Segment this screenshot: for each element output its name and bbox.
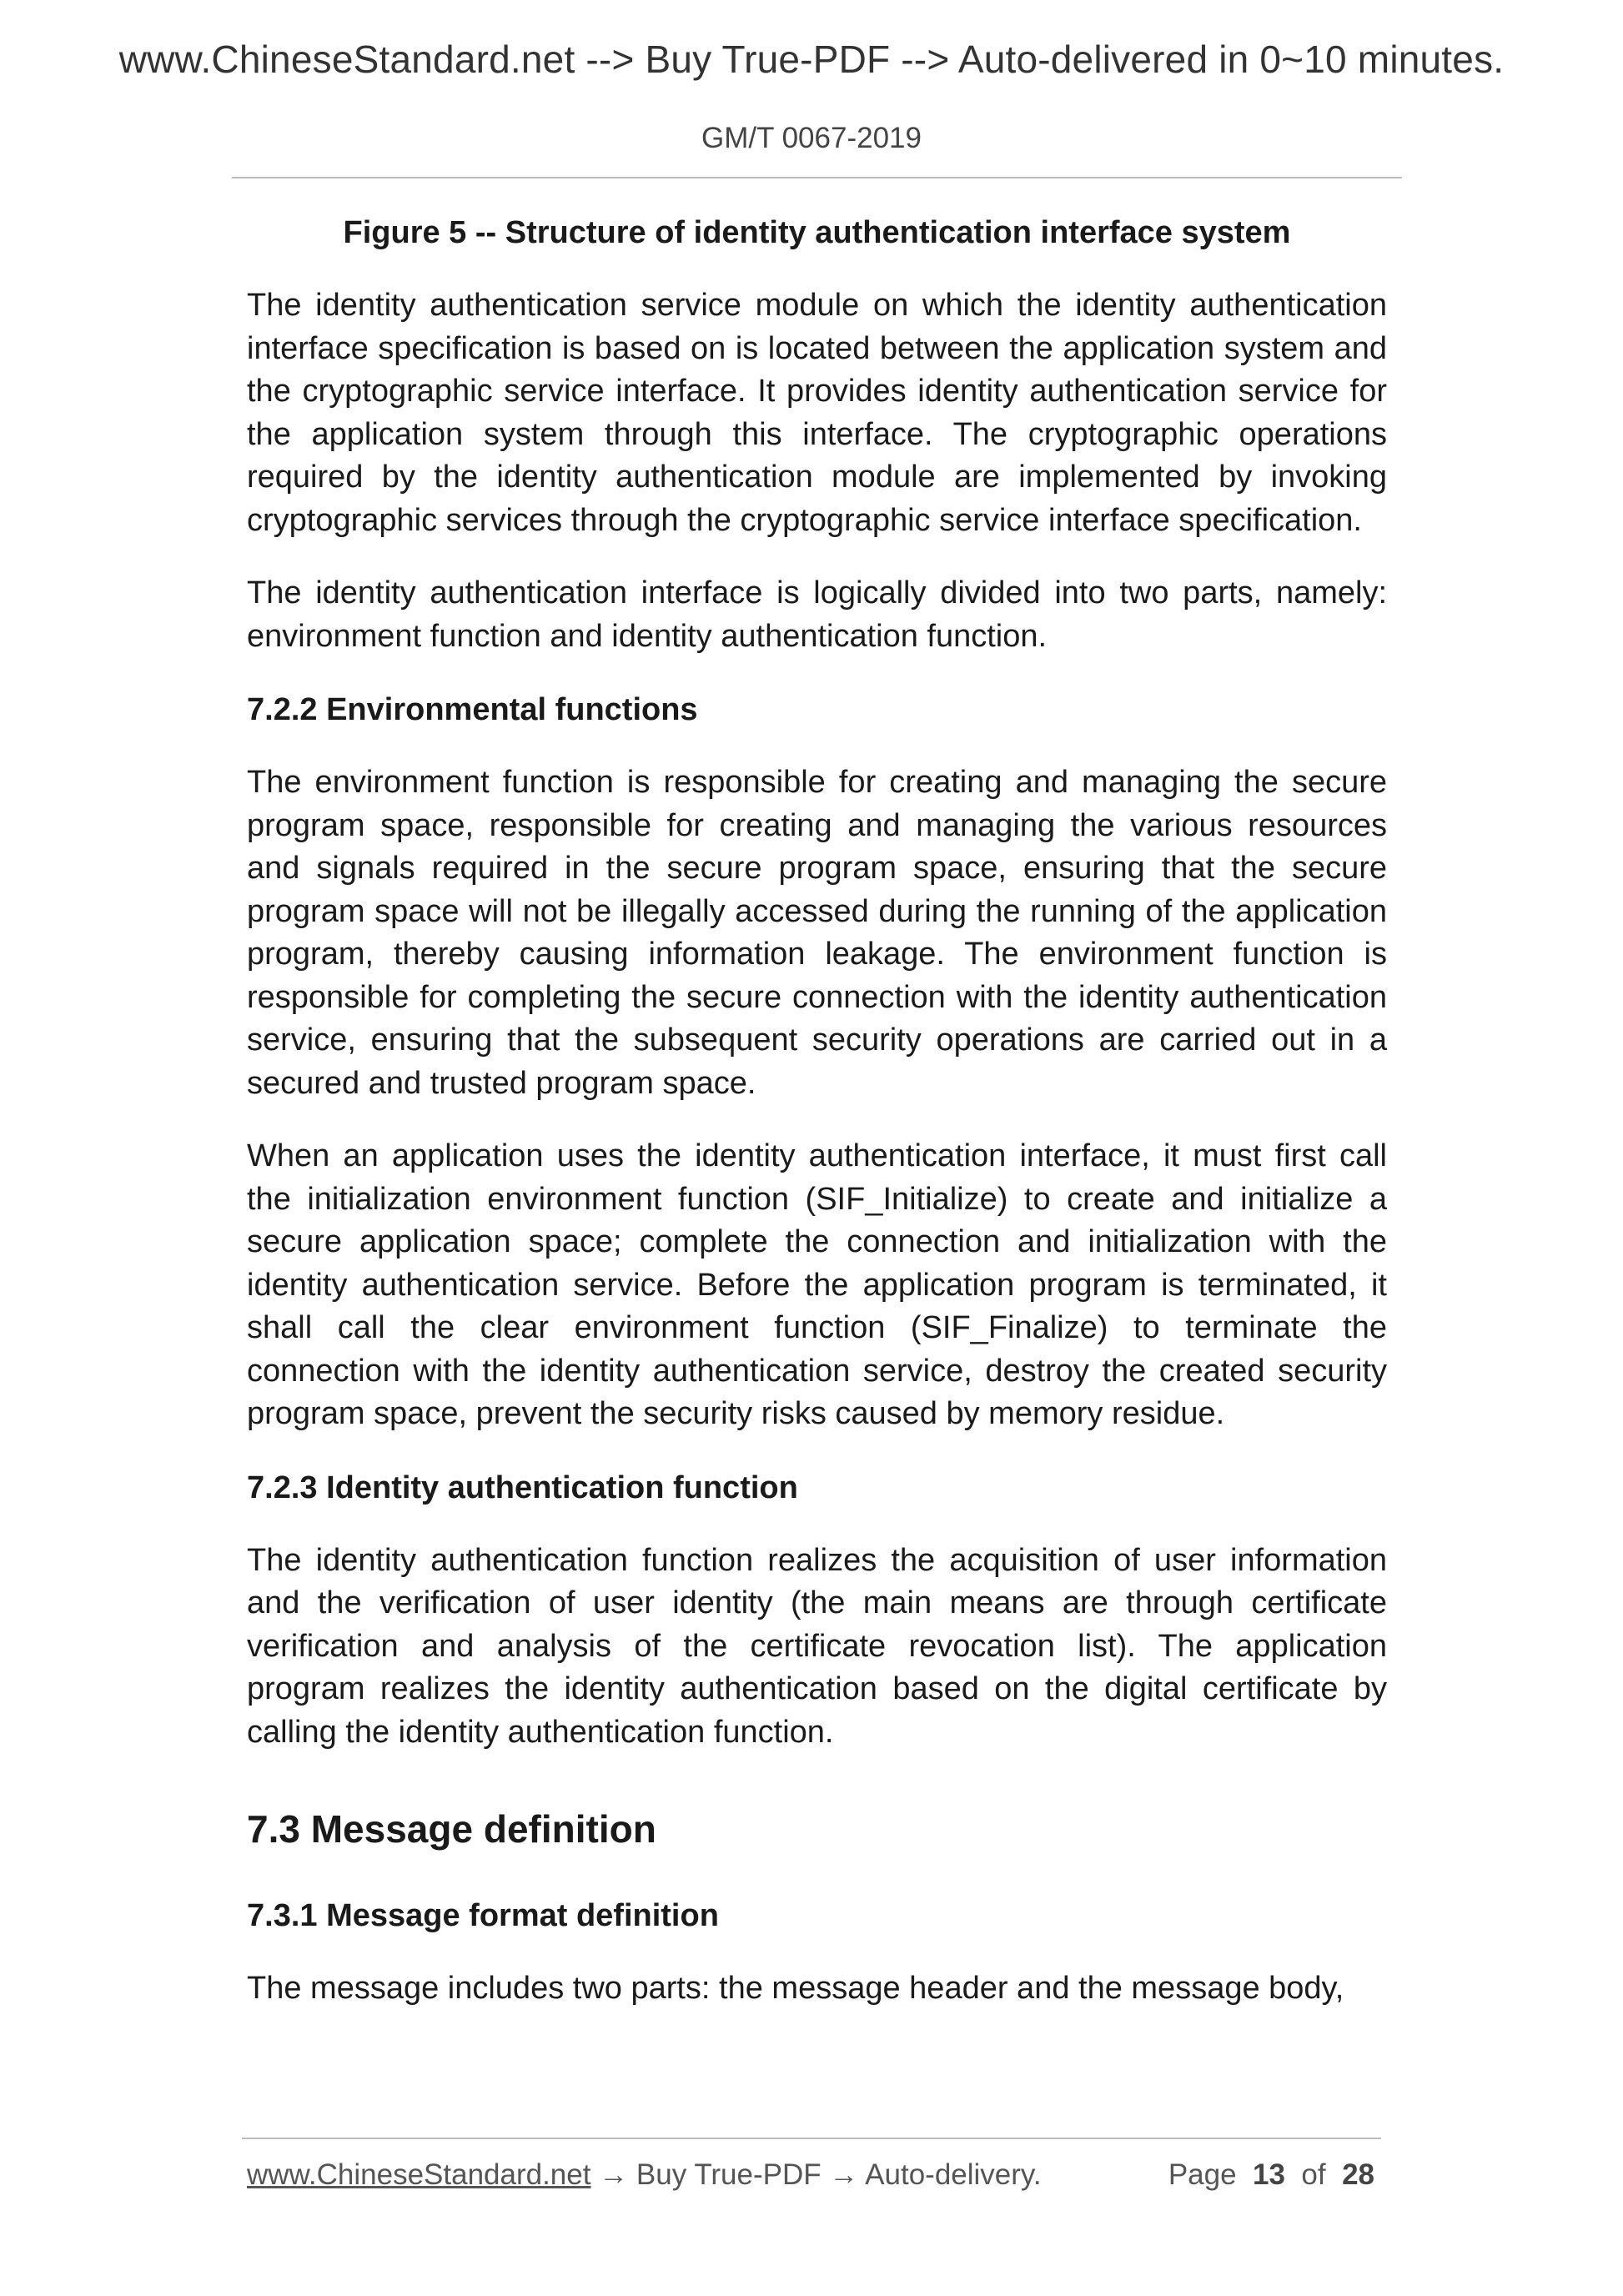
paragraph-environment-function: The environment function is responsible for creating and managing the secure program space, responsible for creating and managing the various resources and signals required in the secure program space, ensuring that the secure program space will not be illegally accessed during the running of the application program, thereby causing information leakage. The environment function is responsible for completing the secure connection with the identity authentication service, ensuring that the subsequent security operations are carried out in a secured and trusted program space. (247, 765, 1387, 1101)
figure-caption: Figure 5 -- Structure of identity authentication interface system (343, 215, 1291, 250)
page-footer (247, 2158, 1381, 2192)
header-divider (232, 177, 1402, 178)
heading-7-2-3: 7.2.3 Identity authentication function (247, 1470, 798, 1505)
paragraph-interface-parts: The identity authentication interface is logically divided into two parts, namely: environment function and identity authentication function. (247, 575, 1387, 654)
top-banner: www.ChineseStandard.net --> Buy True-PDF --> Auto-delivered in 0~10 minutes. (118, 38, 1505, 81)
paragraph-service-module: The identity authentication service module on which the identity authentication interface specification is based on is located between the application system and the cryptographic service interface. It provides identity authentication service for the application system through this interface. The cryptographic operations required by the identity authentication module are implemented by invoking cryptographic services through the cryptographic service interface specification. (247, 288, 1387, 538)
paragraph-identity-auth-function: The identity authentication function realizes the acquisition of user information and the verification of user identity (the main means are through certificate verification and analysis of the certificate revocation list). The application program realizes the identity authentication based on the digital certificate by calling the identity authentication function. (247, 1542, 1387, 1750)
heading-7-3: 7.3 Message definition (247, 1807, 656, 1851)
of-label: of (1301, 2158, 1326, 2191)
footer-link-suffix: → Buy True-PDF → Auto-delivery. (590, 2158, 1042, 2191)
paragraph-message-parts: The message includes two parts: the message header and the message body, (247, 1971, 1344, 2006)
heading-7-2-2: 7.2.2 Environmental functions (247, 692, 698, 727)
page-number: 13 (1253, 2158, 1285, 2191)
page-content (247, 211, 1387, 2041)
footer-site-link[interactable]: www.ChineseStandard.net (247, 2158, 591, 2191)
page-label: Page (1168, 2158, 1237, 2191)
footer-divider (242, 2138, 1381, 2139)
heading-7-3-1: 7.3.1 Message format definition (247, 1898, 719, 1933)
document-code: GM/T 0067-2019 (701, 122, 922, 154)
total-pages: 28 (1342, 2158, 1374, 2191)
page-indicator (1168, 2158, 1374, 2192)
paragraph-initialize-finalize: When an application uses the identity authentication interface, it must first call the initialization environment function (SIF_Initialize) to create and initialize a secure application space; complete the connection and initialization with the identity authentication service. Before the application program is terminated, it shall call the clear environment function (SIF_Finalize) to terminate the connection with the identity authentication service, destroy the created security program space, prevent the security risks caused by memory residue. (247, 1138, 1387, 1431)
